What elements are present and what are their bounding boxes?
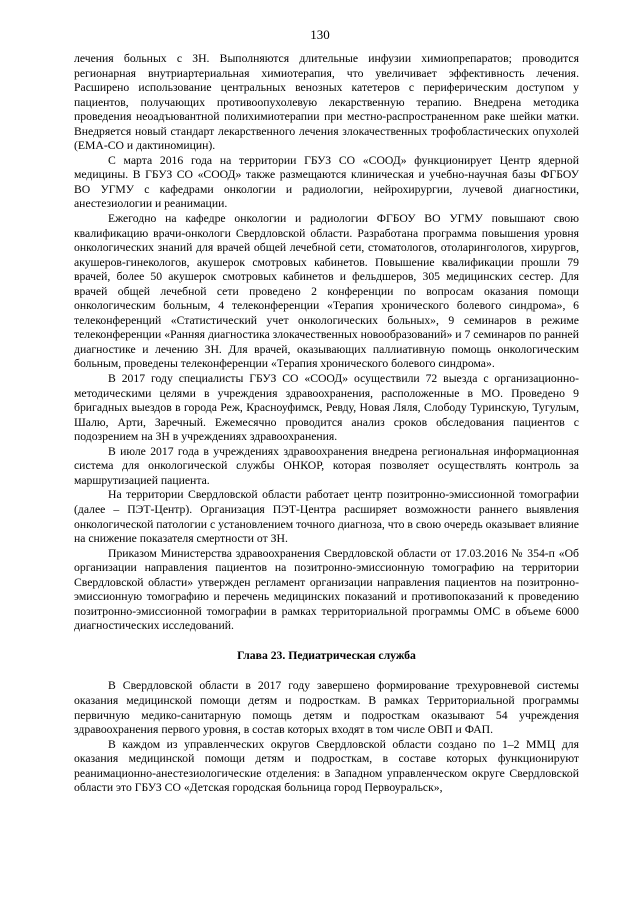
paragraph-field-visits: В 2017 году специалисты ГБУЗ СО «СООД» осуществили 72 выезда с организационно-методическими целями в учреждения здравоохранения, расположенные в МО. Проведено 9 бригадных выездов в города Реж, Красноуфимск, Ревду, Новая Ляля, Слободу Туринскую, Тугулым, Шалю, Арти, Заречный. Ежемесячно проводится анализ сроков обследования пациентов с подозрением на ЗН в учреждениях здравоохранения. xyxy=(74,372,579,444)
paragraph-onkor-system: В июле 2017 года в учреждениях здравоохранения внедрена региональная информационная система для онкологической службы ОНКОР, которая позволяет осуществлять контроль за маршрутизацией пациента. xyxy=(74,444,579,487)
paragraph-three-level-system: В Свердловской области в 2017 году завершено формирование трехуровневой системы оказания медицинской помощи детям и подросткам. В рамках Территориальной программы первичную медико-санитарную помощь детям и подросткам оказывают 54 учреждения здравоохранения первого уровня, в состав которых входят в том числе ОВП и ФАП. xyxy=(74,679,579,737)
page-number: 130 xyxy=(310,27,330,42)
paragraph-continuation: лечения больных с ЗН. Выполняются длительные инфузии химиопрепаратов; проводится регионарная внутриартериальная химиотерапия, что увеличивает эффективность лечения. Расширено использование центральных венозных катетеров с периферическим доступом у пациентов, получающих противоопухолевую лекарственную терапию. Внедрена методика проведения неоадъювантной полихимиотерапии при местно-распространенном раке шейки матки. Внедряется новый стандарт лекарственного лечения злокачественных трофобластических опухолей (ЕМА-СО и дактиномицин). xyxy=(74,52,579,153)
chapter-heading: Глава 23. Педиатрическая служба xyxy=(237,648,416,662)
paragraph-nuclear-medicine-center: С марта 2016 года на территории ГБУЗ СО «СООД» функционирует Центр ядерной медицины. В ГБУЗ СО «СООД» также размещаются клиническая и учебно-научная базы ФГБОУ ВО УГМУ с кафедрами онкологии и радиологии, нейрохирургии, лучевой диагностики, анестезиологии и реанимации. xyxy=(74,153,579,211)
paragraph-pet-center: На территории Свердловской области работает центр позитронно-эмиссионной томографии (далее – ПЭТ-Центр). Организация ПЭТ-Центра расширяет возможности раннего выявления онкологической патологии с установлением точного диагноза, что в свою очередь оказывает влияние на снижение показателя смертности от ЗН. xyxy=(74,488,579,546)
page-body xyxy=(74,52,579,796)
paragraph-interdistrict-centers: В каждом из управленческих округов Свердловской области создано по 1–2 ММЦ для оказания медицинской помощи детям и подросткам, в составе которых функционируют реанимационно-анестезиологические отделения: в Западном управленческом округе Свердловской области это ГБУЗ СО «Детская городская больница город Первоуральск», xyxy=(74,737,579,795)
paragraph-ministry-order: Приказом Министерства здравоохранения Свердловской области от 17.03.2016 № 354-п «Об организации направления пациентов на позитронно-эмиссионную томографию на территории Свердловской области» утвержден регламент организации направления пациентов на позитронно-эмиссионную томографию и перечень медицинских показаний и противопоказаний к проведению позитронно-эмиссионной томографии в рамках территориальной программы ОМС в объеме 6000 диагностических исследований. xyxy=(74,546,579,633)
paragraph-qualification: Ежегодно на кафедре онкологии и радиологии ФГБОУ ВО УГМУ повышают свою квалификацию врачи-онкологи Свердловской области. Разработана программа повышения уровня онкологических знаний для врачей общей лечебной сети, стоматологов, отоларингологов, хирургов, акушеров-гинекологов, акушерок смотровых кабинетов. Повышение квалификации прошли 79 врачей, более 50 акушерок смотровых кабинетов и фельдшеров, 305 медицинских сестер. Для врачей общей лечебной сети проведено 2 конференции по вопросам оказания помощи онкологическим больным, 4 телеконференции «Терапия хронического болевого синдрома», 6 телеконференций «Статистический учет онкологических больных», 9 семинаров в режиме телеконференции «Ранняя диагностика злокачественных новообразований» и 7 семинаров по ранней диагностике и лечению ЗН. Для врачей, оказывающих паллиативную помощь онкологическим больным, проведены телеконференции «Терапия хронического болевого синдрома». xyxy=(74,212,579,371)
